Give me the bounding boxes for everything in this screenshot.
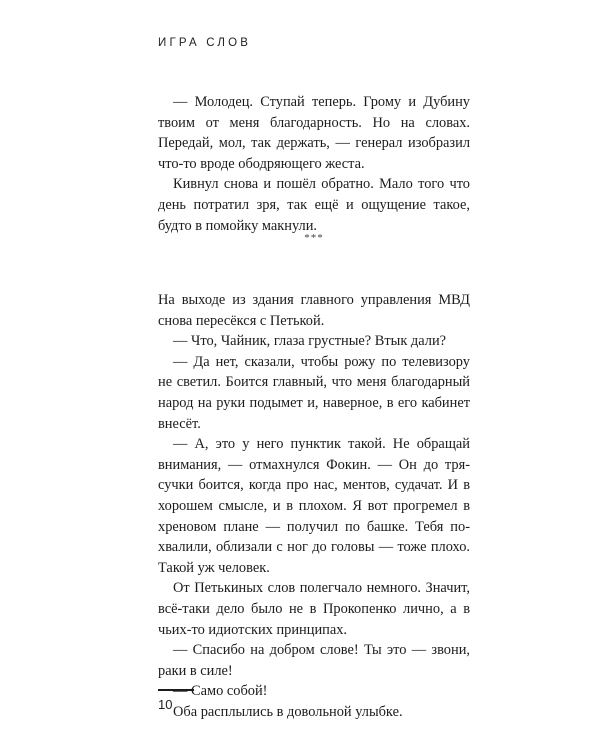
paragraph: — Само собой! <box>173 683 268 700</box>
folio-rule <box>158 689 194 691</box>
paragraph: — Что, Чайник, глаза грустные? Втык дали? <box>173 333 447 350</box>
text-section-1 <box>158 92 470 236</box>
paragraph: — Спасибо на добром слове! Ты это — звони, раки в силе! <box>158 642 470 679</box>
paragraph: Оба расплылись в довольной улыбке. <box>173 703 403 720</box>
text-section-2 <box>158 290 470 722</box>
paragraph: — А, это у него пунктик такой. Не обращай внимания, — отмахнулся Фокин. — Он до трясучки боится, когда про нас, ментов, судачат. И в хорошем смысле, и в плохом. Я вот прогремел в хреновом плане — получил по башке. Тебя похвалили, облизали с ног до головы — тоже плохо. Такой уж человек. <box>158 436 470 576</box>
paragraph: — Молодец. Ступай теперь. Грому и Дубину твоим от меня благодарность. Но на словах. Передай, мол, так держать, — генерал изобразил что-то вроде ободряющего жеста. <box>158 94 470 172</box>
book-title: ИГРА СЛОВ <box>158 37 252 49</box>
paragraph: Кивнул снова и пошёл обратно. Мало того что день потратил зря, так ещё и ощущение такое, будто в помойку макнули. <box>158 176 470 234</box>
paragraph: От Петькиных слов полегчало немного. Значит, всё-таки дело было не в Прокопенко лично, а в чьих-то идиотских принципах. <box>158 580 470 638</box>
paragraph: На выходе из здания главного управления МВД снова пересёкся с Петькой. <box>158 292 470 329</box>
page-number: 10 <box>158 697 173 712</box>
section-separator: *** <box>304 232 324 244</box>
paragraph: — Да нет, сказали, чтобы рожу по телевизору не светил. Боится главный, что меня благодарный народ на руки подымет и, наверное, в его кабинет внесёт. <box>158 353 470 432</box>
